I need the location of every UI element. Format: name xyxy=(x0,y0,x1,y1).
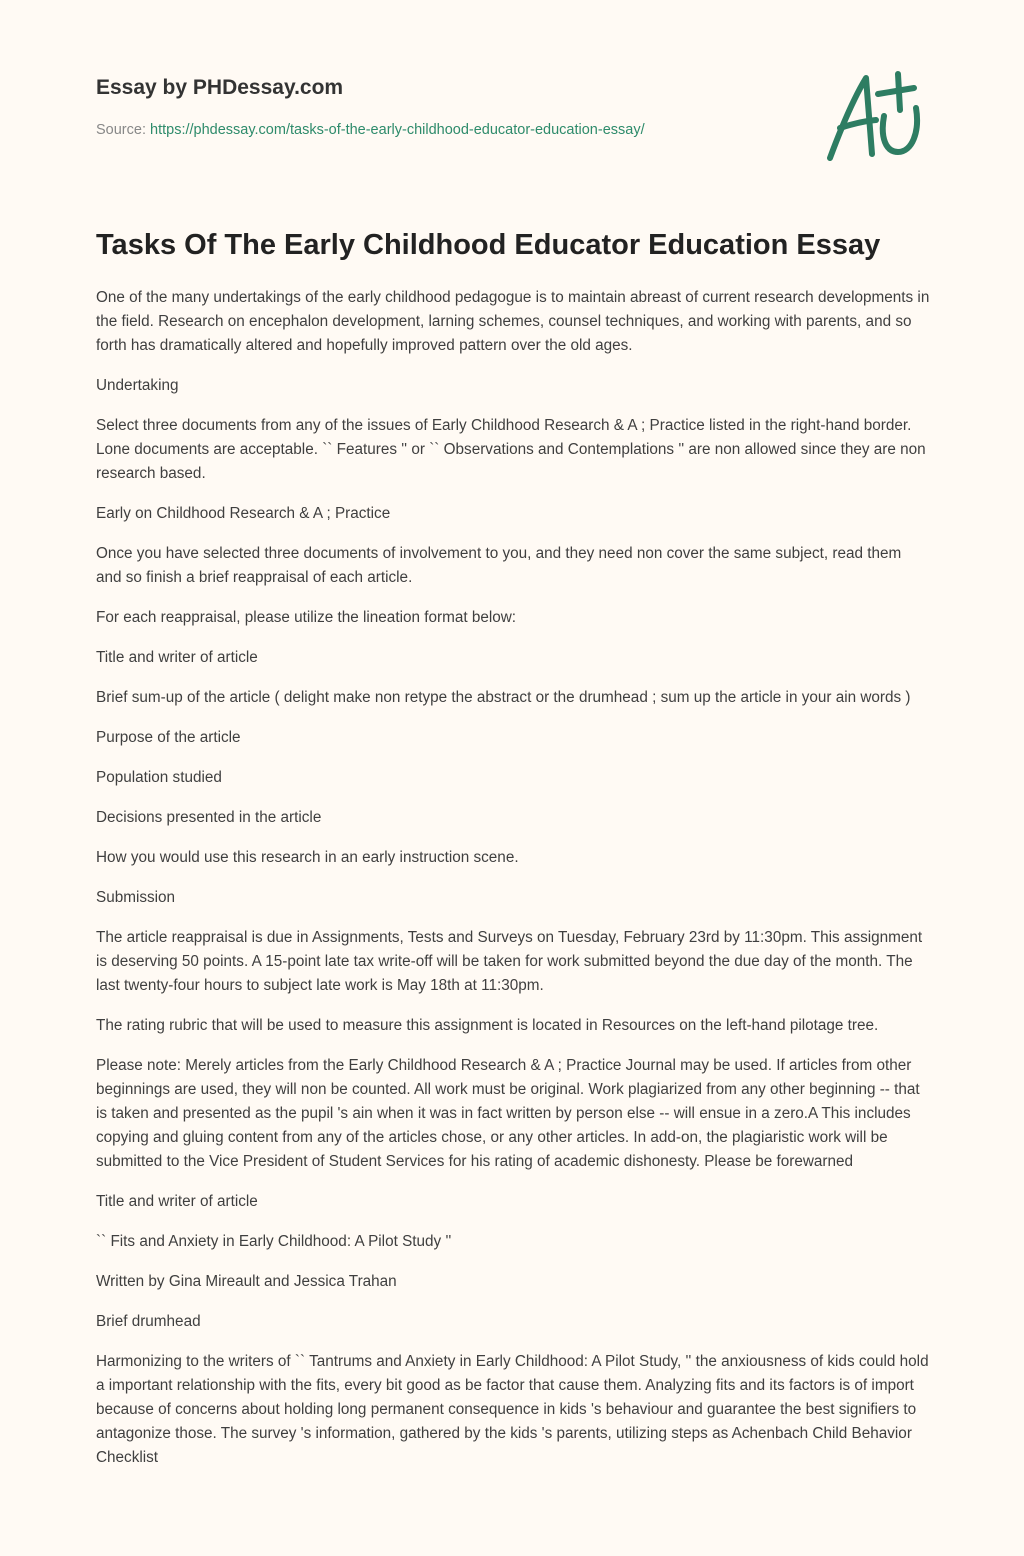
article-body xyxy=(96,286,931,1470)
article-paragraph: `` Fits and Anxiety in Early Childhood: A Pilot Study '' xyxy=(96,1233,452,1250)
article-paragraph: Please note: Merely articles from the Early Childhood Research & A ; Practice Journal may be used. If articles from other beginnings are used, they will non be counted. All work must be original. Work plagiarized from any other beginning -- that is taken and presented as the pupil 's ain when it was in fact written by person else -- will ensue in a zero.A This includes copying and gluing content from any of the articles chose, or any other articles. In add-on, the plagiaristic work will be submitted to the Vice President of Student Services for his rating of academic dishonesty. Please be forewarned xyxy=(96,1057,920,1170)
article-paragraph: One of the many undertakings of the early childhood pedagogue is to maintain abreast of current research developments in the field. Research on encephalon development, larning schemes, counsel techniques, and working with parents, and so forth has dramatically altered and hopefully improved pattern over the old ages. xyxy=(96,289,930,354)
article-paragraph: Early on Childhood Research & A ; Practice xyxy=(96,505,391,522)
article-title: Tasks Of The Early Childhood Educator Education Essay xyxy=(96,229,881,261)
a-plus-logo-icon xyxy=(818,66,928,166)
article-paragraph: Brief drumhead xyxy=(96,1313,201,1330)
article-paragraph: Brief sum-up of the article ( delight make non retype the abstract or the drumhead ; sum up the article in your ain words ) xyxy=(96,689,911,706)
article-paragraph: Purpose of the article xyxy=(96,729,241,746)
article-paragraph: The article reappraisal is due in Assignments, Tests and Surveys on Tuesday, February 23rd by 11:30pm. This assignment is deserving 50 points. A 15-point late tax write-off will be taken for work submitted beyond the due day of the month. The last twenty-four hours to subject late work is May 18th at 11:30pm. xyxy=(96,929,923,994)
source-label: Source: xyxy=(96,122,146,138)
article-paragraph: The rating rubric that will be used to measure this assignment is located in Resources on the left-hand pilotage tree. xyxy=(96,1017,879,1034)
article-paragraph: How you would use this research in an early instruction scene. xyxy=(96,849,519,866)
article-paragraph: Harmonizing to the writers of `` Tantrums and Anxiety in Early Childhood: A Pilot Study, '' the anxiousness of kids could hold a important relationship with the fits, every bit good as be factor that cause them. Analyzing fits and its factors is of import because of concerns about holding long permanent consequence in kids 's behaviour and guarantee the best signifiers to antagonize those. The survey 's information, gathered by the kids 's parents, utilizing steps as Achenbach Child Behavior Checklist xyxy=(96,1353,929,1466)
article-paragraph: Title and writer of article xyxy=(96,1193,258,1210)
article xyxy=(96,226,931,1486)
source-line xyxy=(96,122,928,138)
article-paragraph: Written by Gina Mireault and Jessica Trahan xyxy=(96,1273,397,1290)
article-paragraph: Once you have selected three documents of involvement to you, and they need non cover the same subject, read them and so finish a brief reappraisal of each article. xyxy=(96,545,902,586)
article-paragraph: For each reappraisal, please utilize the lineation format below: xyxy=(96,609,517,626)
site-title: Essay by PHDessay.com xyxy=(96,76,344,99)
article-paragraph: Title and writer of article xyxy=(96,649,258,666)
article-paragraph: Submission xyxy=(96,889,176,906)
page-header xyxy=(96,76,928,138)
article-paragraph: Population studied xyxy=(96,769,222,786)
article-paragraph: Undertaking xyxy=(96,377,179,394)
article-paragraph: Select three documents from any of the issues of Early Childhood Research & A ; Practice listed in the right-hand border. Lone documents are acceptable. `` Features '' or `` Observations and Contemplations '' are non allowed since they are non research based. xyxy=(96,417,926,482)
source-link[interactable]: https://phdessay.com/tasks-of-the-early-childhood-educator-education-essay/ xyxy=(150,122,645,138)
article-paragraph: Decisions presented in the article xyxy=(96,809,322,826)
